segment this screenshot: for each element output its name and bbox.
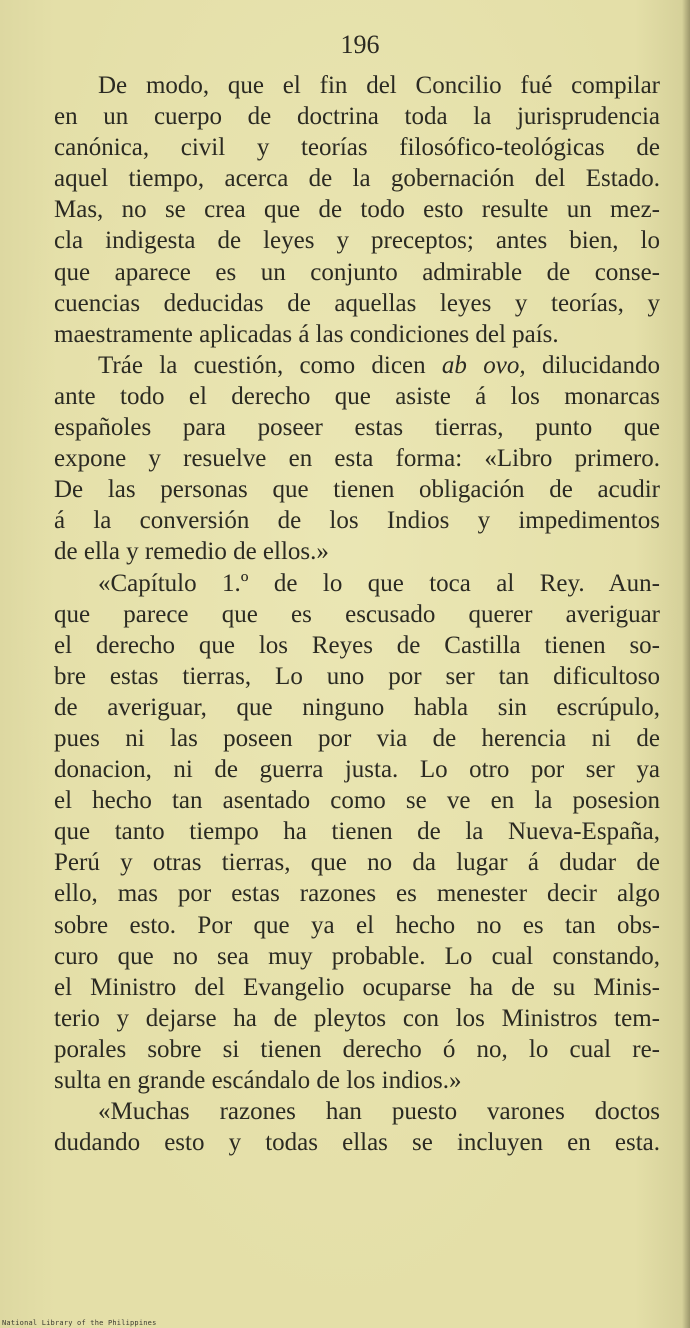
page-number: 196 (340, 30, 380, 59)
text-line-33: sulta en grande escándalo de los indios.» (54, 1067, 462, 1094)
text-line-9: maestramente aplicadas á las condiciones del país. (54, 320, 559, 348)
text-line-12: españoles para poseer estas tierras, punto que (54, 414, 660, 442)
text-line-13: expone y resuelve en esta forma: «Libro primero. (54, 445, 660, 473)
text-line-18: que parece que es escusado querer averiguar (54, 600, 660, 628)
text-line-34: «Muchas razones han puesto varones doctos (98, 1098, 660, 1126)
text-line-2: en un cuerpo de doctrina toda la jurisprudencia (54, 103, 660, 131)
text-line-25: que tanto tiempo ha tienen de la Nueva-España, (54, 818, 660, 846)
text-line-3: canónica, civil y teorías filosófico-teológicas de (54, 134, 660, 162)
text-line-24: el hecho tan asentado como se ve en la posesion (54, 787, 660, 815)
text-line-11: ante todo el derecho que asiste á los monarcas (54, 382, 660, 410)
italic-phrase: ab ovo, (441, 351, 526, 379)
text-line-30: el Ministro del Evangelio ocuparse ha de su Minis- (54, 973, 660, 1001)
text-line-6: cla indigesta de leyes y preceptos; antes bien, lo (54, 227, 660, 255)
text-line-27: ello, mas por estas razones es menester decir algo (54, 880, 660, 908)
text-line-10 (54, 350, 660, 381)
text-line-15: á la conversión de los Indios y impedimentos (54, 507, 660, 535)
text-line-16: de ella y remedio de ellos.» (54, 538, 329, 566)
text-line-21: de averiguar, que ninguno habla sin escrúpulo, (54, 693, 660, 721)
text-line-17: «Capítulo 1.º de lo que toca al Rey. Aun- (98, 569, 660, 597)
text-line-10-start: Tráe la cuestión, como dicen (98, 351, 426, 379)
text-line-19: el derecho que los Reyes de Castilla tienen so- (54, 631, 660, 659)
text-line-32: porales sobre si tienen derecho ó no, lo cual re- (54, 1035, 660, 1063)
text-line-22: pues ni las poseen por via de herencia ni de (54, 724, 660, 752)
text-line-26: Perú y otras tierras, que no da lugar á dudar de (54, 849, 660, 877)
text-line-20: bre estas tierras, Lo uno por ser tan dificultoso (54, 662, 660, 690)
text-line-1: De modo, que el fin del Concilio fué compilar (98, 72, 660, 99)
text-line-14: De las personas que tienen obligación de acudir (54, 476, 660, 504)
text-line-23: donacion, ni de guerra justa. Lo otro por ser ya (54, 756, 660, 784)
text-line-29: curo que no sea muy probable. Lo cual constando, (54, 942, 660, 970)
page-edge-shadow (682, 0, 690, 1328)
text-line-28: sobre esto. Por que ya el hecho no es tan obs- (54, 911, 660, 939)
text-line-7: que aparece es un conjunto admirable de conse- (54, 258, 660, 286)
text-line-5: Mas, no se crea que de todo esto resulte un mez- (54, 196, 660, 224)
text-line-8: cuencias deducidas de aquellas leyes y teorías, y (54, 289, 660, 317)
text-line-31: terio y dejarse ha de pleytos con los Ministros tem- (54, 1004, 660, 1032)
library-footer: National Library of the Philippines (2, 1319, 157, 1327)
text-line-10-end: dilucidando (541, 351, 660, 379)
text-line-35: dudando esto y todas ellas se incluyen en esta. (54, 1129, 660, 1157)
body-text (54, 70, 660, 1158)
text-line-4: aquel tiempo, acerca de la gobernación del Estado. (54, 165, 660, 193)
